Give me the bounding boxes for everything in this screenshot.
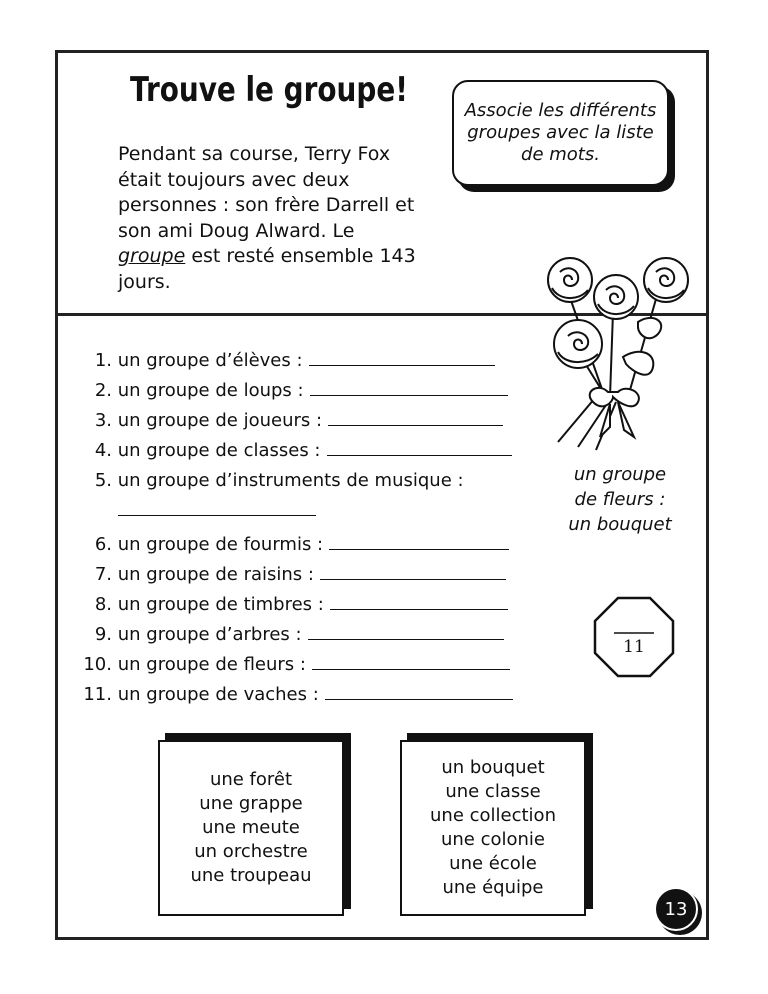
list-item <box>80 469 464 493</box>
list-item <box>80 561 506 585</box>
item-text: un groupe de fleurs : <box>117 654 306 675</box>
word-item: une collection <box>430 805 556 826</box>
word-box-left <box>158 740 344 916</box>
list-item <box>80 437 512 461</box>
word-item: une classe <box>445 781 541 802</box>
word-list <box>400 740 586 916</box>
word-item: une équipe <box>442 877 544 898</box>
word-item: une école <box>449 853 537 874</box>
example-line: un bouquet <box>568 514 672 535</box>
item-text: un groupe de vaches : <box>117 684 319 705</box>
example-line: de fleurs : <box>574 489 666 510</box>
score-total: 11 <box>623 637 645 657</box>
item-text: un groupe de loups : <box>117 380 304 401</box>
item-number: 1. <box>94 350 112 371</box>
answer-field[interactable] <box>325 681 513 700</box>
answer-field[interactable] <box>308 621 504 640</box>
intro-text-after: est resté ensemble 143 jours. <box>118 245 416 293</box>
word-item: une colonie <box>440 829 546 850</box>
instruction-box <box>452 80 669 186</box>
answer-field[interactable] <box>330 591 508 610</box>
item-number: 6. <box>94 534 112 555</box>
item-number: 10. <box>83 654 112 675</box>
word-item: une troupeau <box>190 865 312 886</box>
item-text: un groupe d’instruments de musique : <box>117 470 464 491</box>
list-item <box>80 531 509 555</box>
instruction-text: Associe les différents groupes avec la liste de mots. <box>452 80 669 186</box>
answer-field[interactable] <box>328 407 503 426</box>
list-item <box>118 497 316 521</box>
item-number: 4. <box>94 440 112 461</box>
word-box-right <box>400 740 586 916</box>
page-number: 13 <box>654 887 698 931</box>
list-item <box>80 347 495 371</box>
roses-bouquet-icon <box>538 252 698 457</box>
word-item: un bouquet <box>441 757 545 778</box>
item-text: un groupe d’élèves : <box>117 350 303 371</box>
item-number: 9. <box>94 624 112 645</box>
item-text: un groupe d’arbres : <box>117 624 302 645</box>
item-text: un groupe de joueurs : <box>117 410 323 431</box>
intro-paragraph <box>118 142 418 295</box>
word-item: une grappe <box>199 793 303 814</box>
item-number: 2. <box>94 380 112 401</box>
item-number: 3. <box>94 410 112 431</box>
word-item: une meute <box>202 817 300 838</box>
page-number-badge <box>654 887 700 933</box>
word-list <box>158 740 344 916</box>
item-number: 5. <box>94 470 112 491</box>
answer-field[interactable] <box>320 561 506 580</box>
word-item: un orchestre <box>194 841 308 862</box>
answer-field[interactable] <box>312 651 510 670</box>
item-text: un groupe de timbres : <box>117 594 324 615</box>
item-number: 8. <box>94 594 112 615</box>
answer-field[interactable] <box>329 531 509 550</box>
answer-field[interactable] <box>327 437 512 456</box>
list-item <box>80 651 510 675</box>
answer-field[interactable] <box>309 347 495 366</box>
item-number: 11. <box>83 684 112 705</box>
answer-field[interactable] <box>310 377 508 396</box>
list-item <box>80 621 504 645</box>
intro-keyword: groupe <box>118 245 186 267</box>
list-item <box>80 407 503 431</box>
example-caption <box>555 462 685 537</box>
item-text: un groupe de fourmis : <box>117 534 324 555</box>
list-item <box>80 681 513 705</box>
item-number: 7. <box>94 564 112 585</box>
item-text: un groupe de raisins : <box>117 564 314 585</box>
intro-text-before: Pendant sa course, Terry Fox était toujours avec deux personnes : son frère Darrell et son ami Doug Alward. Le <box>118 143 415 242</box>
list-item <box>80 591 508 615</box>
score-badge <box>592 595 676 679</box>
item-text: un groupe de classes : <box>117 440 321 461</box>
word-item: une forêt <box>209 769 293 790</box>
page-title: Trouve le groupe! <box>130 70 408 110</box>
answer-field[interactable] <box>118 497 316 516</box>
example-line: un groupe <box>573 464 667 485</box>
list-item <box>80 377 508 401</box>
